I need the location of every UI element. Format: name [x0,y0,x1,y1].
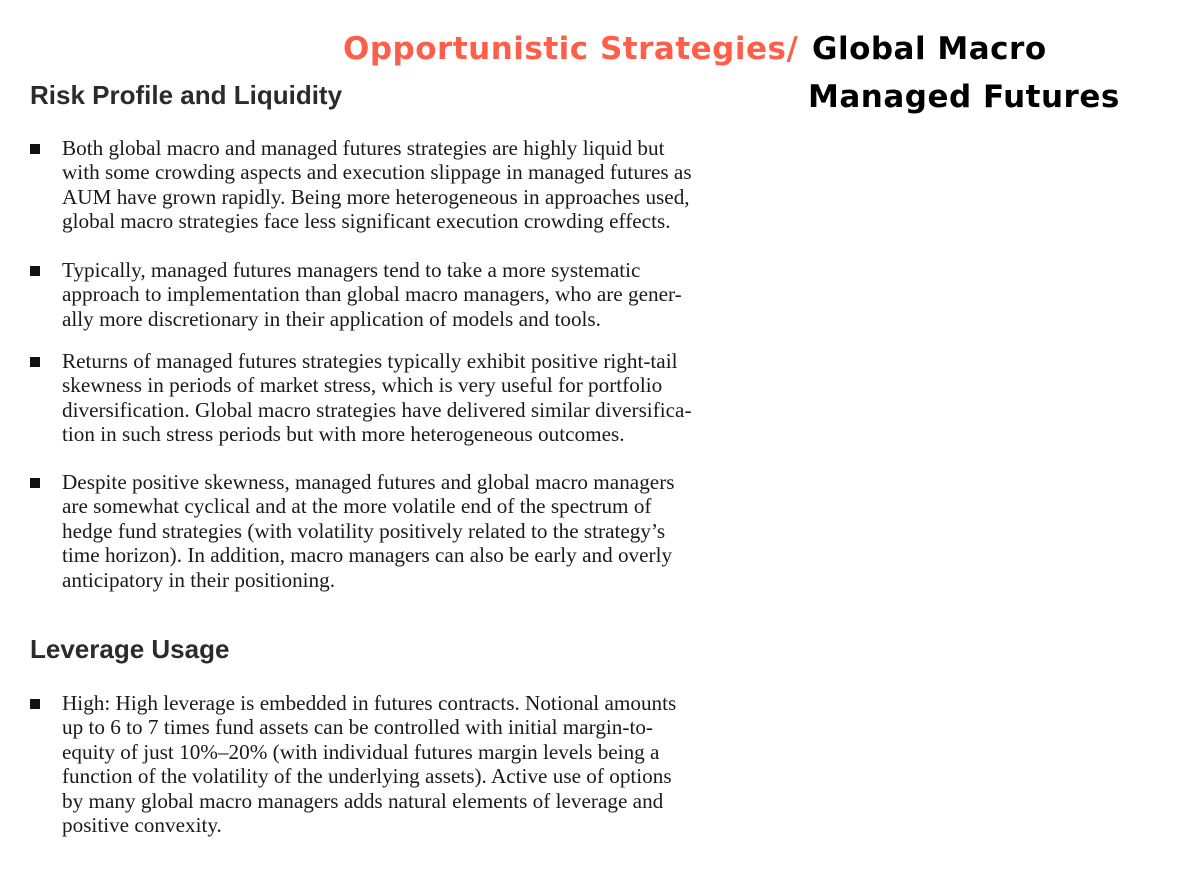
text-line: ally more discretionary in their application of models and tools. [62,306,601,331]
bullet-text [62,136,692,234]
text-line: by many global macro managers adds natural elements of leverage and [62,788,664,813]
text-line: positive convexity. [62,813,222,838]
text-line: approach to implementation than global macro managers, who are gener- [62,282,682,307]
slide-title-category: Opportunistic Strategies/ [343,31,799,67]
text-line: global macro strategies face less significant execution crowding effects. [62,209,671,234]
square-bullet-icon [30,699,40,709]
square-bullet-icon [30,478,40,488]
text-line: High: High leverage is embedded in futures contracts. Notional amounts [62,691,677,715]
text-line: AUM have grown rapidly. Being more heterogeneous in approaches used, [62,184,690,209]
text-line: tion in such stress periods but with more heterogeneous outcomes. [62,422,625,447]
text-line: skewness in periods of market stress, which is very useful for portfolio [62,373,663,398]
text-line: time horizon). In addition, macro managers can also be early and overly [62,543,673,568]
text-line: equity of just 10%–20% (with individual futures margin levels being a [62,739,660,764]
text-line: function of the volatility of the underlying assets). Active use of options [62,764,672,789]
bullet-text [62,470,675,592]
text-line: Typically, managed futures managers tend to take a more systematic [62,258,641,282]
text-line: up to 6 to 7 times fund assets can be controlled with initial margin-to- [62,715,653,740]
bullet-text [62,258,682,331]
text-line: Returns of managed futures strategies typically exhibit positive right-tail [62,349,678,373]
bullet-text [62,691,676,837]
slide-title-global-macro: Global Macro [812,31,1047,67]
square-bullet-icon [30,266,40,276]
slide-title-managed-futures: Managed Futures [808,79,1120,115]
bullet-text [62,349,692,447]
square-bullet-icon [30,144,40,154]
text-line: hedge fund strategies (with volatility positively related to the strategy’s [62,518,666,543]
text-line: are somewhat cyclical and at the more volatile end of the spectrum of [62,494,652,519]
text-line: diversification. Global macro strategies have delivered similar diversifica- [62,397,692,422]
section-heading-leverage: Leverage Usage [30,634,230,664]
square-bullet-icon [30,357,40,367]
text-line: with some crowding aspects and execution slippage in managed futures as [62,160,692,185]
text-line: Despite positive skewness, managed futures and global macro managers [62,470,675,494]
text-line: Both global macro and managed futures strategies are highly liquid but [62,136,665,160]
text-line: anticipatory in their positioning. [62,567,336,592]
section-heading-risk-profile: Risk Profile and Liquidity [30,80,343,110]
